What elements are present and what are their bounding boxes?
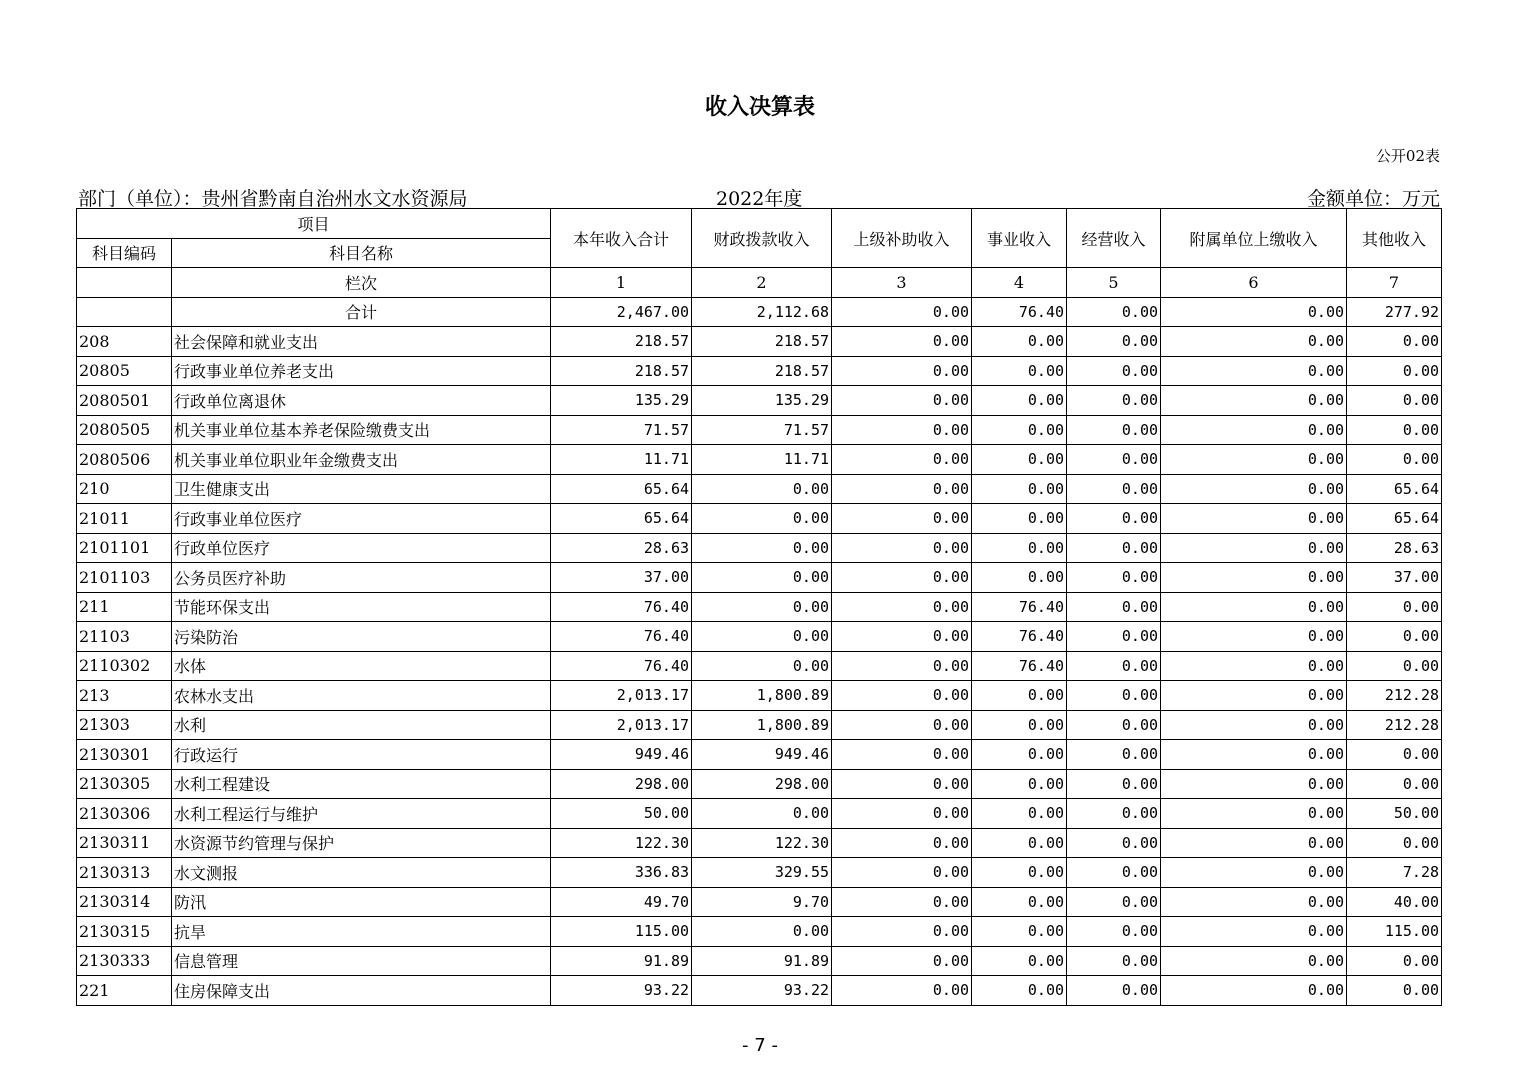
subject-name: 农林水支出 bbox=[172, 681, 551, 711]
subject-name: 水文测报 bbox=[172, 858, 551, 888]
amount-cell: 218.57 bbox=[551, 356, 692, 386]
amount-cell: 0.00 bbox=[1347, 946, 1442, 976]
subject-name: 行政单位医疗 bbox=[172, 533, 551, 563]
amount-cell: 0.00 bbox=[1067, 327, 1161, 357]
amount-cell: 0.00 bbox=[972, 681, 1067, 711]
table-row bbox=[77, 504, 1442, 534]
amount-unit: 金额单位：万元 bbox=[1306, 188, 1440, 210]
total-value: 0.00 bbox=[1067, 297, 1161, 327]
amount-cell: 2,013.17 bbox=[551, 681, 692, 711]
total-row bbox=[77, 297, 1442, 327]
amount-cell: 65.64 bbox=[1347, 474, 1442, 504]
amount-cell: 0.00 bbox=[972, 976, 1067, 1006]
amount-cell: 0.00 bbox=[972, 828, 1067, 858]
amount-cell: 0.00 bbox=[972, 504, 1067, 534]
table-row bbox=[77, 415, 1442, 445]
lanci-label: 栏次 bbox=[172, 268, 551, 298]
subject-name: 节能环保支出 bbox=[172, 592, 551, 622]
subject-name: 水利 bbox=[172, 710, 551, 740]
subject-code: 2130311 bbox=[77, 828, 172, 858]
subject-code: 2101103 bbox=[77, 563, 172, 593]
amount-cell: 949.46 bbox=[692, 740, 832, 770]
table-row bbox=[77, 651, 1442, 681]
amount-cell: 28.63 bbox=[1347, 533, 1442, 563]
amount-cell: 0.00 bbox=[1067, 917, 1161, 947]
amount-cell: 0.00 bbox=[1347, 740, 1442, 770]
amount-cell: 50.00 bbox=[1347, 799, 1442, 829]
amount-cell: 0.00 bbox=[972, 563, 1067, 593]
amount-cell: 0.00 bbox=[832, 976, 972, 1006]
amount-cell: 0.00 bbox=[832, 474, 972, 504]
subject-name: 行政运行 bbox=[172, 740, 551, 770]
amount-cell: 91.89 bbox=[551, 946, 692, 976]
empty-cell bbox=[77, 268, 172, 298]
page-title: 收入决算表 bbox=[704, 95, 815, 120]
subject-name: 抗旱 bbox=[172, 917, 551, 947]
amount-cell: 0.00 bbox=[1347, 651, 1442, 681]
amount-cell: 65.64 bbox=[1347, 504, 1442, 534]
amount-cell: 0.00 bbox=[1161, 533, 1347, 563]
amount-cell: 0.00 bbox=[1161, 917, 1347, 947]
subject-code: 2130315 bbox=[77, 917, 172, 947]
subject-name: 公务员医疗补助 bbox=[172, 563, 551, 593]
amount-cell: 0.00 bbox=[972, 710, 1067, 740]
project-header: 项目 bbox=[77, 209, 551, 239]
amount-cell: 76.40 bbox=[972, 622, 1067, 652]
amount-cell: 0.00 bbox=[1161, 769, 1347, 799]
amount-cell: 0.00 bbox=[1067, 976, 1161, 1006]
amount-cell: 0.00 bbox=[1347, 622, 1442, 652]
amount-cell: 0.00 bbox=[972, 917, 1067, 947]
amount-cell: 0.00 bbox=[1067, 504, 1161, 534]
amount-cell: 0.00 bbox=[1161, 504, 1347, 534]
subject-code: 2130301 bbox=[77, 740, 172, 770]
table-row bbox=[77, 976, 1442, 1006]
subject-name: 卫生健康支出 bbox=[172, 474, 551, 504]
amount-cell: 0.00 bbox=[1067, 710, 1161, 740]
column-header: 本年收入合计 bbox=[551, 209, 692, 268]
subject-code: 2080505 bbox=[77, 415, 172, 445]
amount-cell: 0.00 bbox=[832, 563, 972, 593]
amount-cell: 0.00 bbox=[692, 533, 832, 563]
amount-cell: 0.00 bbox=[1347, 356, 1442, 386]
subject-code: 20805 bbox=[77, 356, 172, 386]
amount-cell: 0.00 bbox=[1067, 946, 1161, 976]
form-number: 公开02表 bbox=[1375, 147, 1440, 165]
amount-cell: 0.00 bbox=[1347, 445, 1442, 475]
column-number: 7 bbox=[1347, 268, 1442, 298]
amount-cell: 0.00 bbox=[972, 533, 1067, 563]
amount-cell: 0.00 bbox=[1067, 799, 1161, 829]
amount-cell: 0.00 bbox=[1161, 799, 1347, 829]
amount-cell: 0.00 bbox=[832, 887, 972, 917]
amount-cell: 135.29 bbox=[692, 386, 832, 416]
subject-code: 21103 bbox=[77, 622, 172, 652]
amount-cell: 0.00 bbox=[832, 740, 972, 770]
amount-cell: 0.00 bbox=[692, 917, 832, 947]
subject-code: 208 bbox=[77, 327, 172, 357]
amount-cell: 0.00 bbox=[832, 681, 972, 711]
amount-cell: 0.00 bbox=[1067, 415, 1161, 445]
amount-cell: 37.00 bbox=[1347, 563, 1442, 593]
amount-cell: 0.00 bbox=[1161, 858, 1347, 888]
amount-cell: 0.00 bbox=[1161, 887, 1347, 917]
amount-cell: 0.00 bbox=[832, 622, 972, 652]
amount-cell: 122.30 bbox=[692, 828, 832, 858]
column-number: 6 bbox=[1161, 268, 1347, 298]
amount-cell: 0.00 bbox=[692, 799, 832, 829]
subject-name: 防汛 bbox=[172, 887, 551, 917]
column-number-row bbox=[77, 268, 1442, 298]
column-header: 经营收入 bbox=[1067, 209, 1161, 268]
amount-cell: 949.46 bbox=[551, 740, 692, 770]
amount-cell: 11.71 bbox=[551, 445, 692, 475]
amount-cell: 0.00 bbox=[972, 327, 1067, 357]
amount-cell: 0.00 bbox=[1067, 563, 1161, 593]
amount-cell: 0.00 bbox=[1161, 681, 1347, 711]
amount-cell: 0.00 bbox=[1161, 740, 1347, 770]
amount-cell: 11.71 bbox=[692, 445, 832, 475]
amount-cell: 0.00 bbox=[832, 946, 972, 976]
amount-cell: 218.57 bbox=[692, 356, 832, 386]
amount-cell: 0.00 bbox=[1067, 445, 1161, 475]
subject-code: 2080501 bbox=[77, 386, 172, 416]
amount-cell: 0.00 bbox=[692, 622, 832, 652]
amount-cell: 0.00 bbox=[1067, 533, 1161, 563]
total-value: 0.00 bbox=[832, 297, 972, 327]
subject-name: 住房保障支出 bbox=[172, 976, 551, 1006]
amount-cell: 0.00 bbox=[972, 415, 1067, 445]
amount-cell: 0.00 bbox=[1347, 415, 1442, 445]
subject-name: 机关事业单位职业年金缴费支出 bbox=[172, 445, 551, 475]
subject-code: 221 bbox=[77, 976, 172, 1006]
amount-cell: 0.00 bbox=[692, 504, 832, 534]
amount-cell: 0.00 bbox=[972, 474, 1067, 504]
amount-cell: 9.70 bbox=[692, 887, 832, 917]
header-row-1 bbox=[77, 209, 1442, 239]
amount-cell: 0.00 bbox=[1067, 740, 1161, 770]
column-number: 5 bbox=[1067, 268, 1161, 298]
amount-cell: 0.00 bbox=[1161, 563, 1347, 593]
amount-cell: 0.00 bbox=[1067, 828, 1161, 858]
amount-cell: 0.00 bbox=[1067, 858, 1161, 888]
column-number: 3 bbox=[832, 268, 972, 298]
table-row bbox=[77, 710, 1442, 740]
table-row bbox=[77, 769, 1442, 799]
amount-cell: 122.30 bbox=[551, 828, 692, 858]
total-value: 2,467.00 bbox=[551, 297, 692, 327]
total-value: 2,112.68 bbox=[692, 297, 832, 327]
amount-cell: 91.89 bbox=[692, 946, 832, 976]
amount-cell: 0.00 bbox=[1067, 474, 1161, 504]
subject-code: 21303 bbox=[77, 710, 172, 740]
amount-cell: 0.00 bbox=[972, 887, 1067, 917]
amount-cell: 37.00 bbox=[551, 563, 692, 593]
amount-cell: 0.00 bbox=[972, 946, 1067, 976]
amount-cell: 0.00 bbox=[832, 504, 972, 534]
column-header: 其他收入 bbox=[1347, 209, 1442, 268]
table-row bbox=[77, 356, 1442, 386]
amount-cell: 0.00 bbox=[972, 799, 1067, 829]
amount-cell: 218.57 bbox=[692, 327, 832, 357]
amount-cell: 76.40 bbox=[972, 592, 1067, 622]
amount-cell: 0.00 bbox=[1161, 592, 1347, 622]
amount-cell: 0.00 bbox=[1161, 946, 1347, 976]
amount-cell: 0.00 bbox=[1161, 356, 1347, 386]
amount-cell: 65.64 bbox=[551, 474, 692, 504]
amount-cell: 0.00 bbox=[1161, 415, 1347, 445]
amount-cell: 0.00 bbox=[1161, 828, 1347, 858]
amount-cell: 0.00 bbox=[832, 533, 972, 563]
amount-cell: 0.00 bbox=[972, 769, 1067, 799]
amount-cell: 212.28 bbox=[1347, 681, 1442, 711]
name-header: 科目名称 bbox=[172, 238, 551, 268]
total-value: 0.00 bbox=[1161, 297, 1347, 327]
amount-cell: 0.00 bbox=[1161, 445, 1347, 475]
amount-cell: 0.00 bbox=[1347, 386, 1442, 416]
fiscal-year: 2022年度 bbox=[716, 188, 803, 210]
amount-cell: 65.64 bbox=[551, 504, 692, 534]
subject-code: 2130313 bbox=[77, 858, 172, 888]
column-number: 2 bbox=[692, 268, 832, 298]
amount-cell: 212.28 bbox=[1347, 710, 1442, 740]
amount-cell: 0.00 bbox=[1067, 622, 1161, 652]
subject-name: 社会保障和就业支出 bbox=[172, 327, 551, 357]
subject-name: 行政单位离退休 bbox=[172, 386, 551, 416]
amount-cell: 115.00 bbox=[1347, 917, 1442, 947]
amount-cell: 93.22 bbox=[692, 976, 832, 1006]
table-row bbox=[77, 681, 1442, 711]
amount-cell: 0.00 bbox=[832, 327, 972, 357]
amount-cell: 218.57 bbox=[551, 327, 692, 357]
subject-name: 水资源节约管理与保护 bbox=[172, 828, 551, 858]
table-row bbox=[77, 445, 1442, 475]
subject-code: 2130305 bbox=[77, 769, 172, 799]
amount-cell: 0.00 bbox=[972, 740, 1067, 770]
amount-cell: 298.00 bbox=[692, 769, 832, 799]
amount-cell: 0.00 bbox=[832, 858, 972, 888]
table-row bbox=[77, 799, 1442, 829]
empty-cell bbox=[77, 297, 172, 327]
amount-cell: 0.00 bbox=[1067, 386, 1161, 416]
amount-cell: 93.22 bbox=[551, 976, 692, 1006]
amount-cell: 76.40 bbox=[551, 592, 692, 622]
amount-cell: 0.00 bbox=[832, 356, 972, 386]
total-label: 合计 bbox=[172, 297, 551, 327]
subject-code: 2130333 bbox=[77, 946, 172, 976]
subject-code: 2130314 bbox=[77, 887, 172, 917]
table-body bbox=[77, 327, 1442, 1006]
subject-name: 污染防治 bbox=[172, 622, 551, 652]
amount-cell: 115.00 bbox=[551, 917, 692, 947]
amount-cell: 7.28 bbox=[1347, 858, 1442, 888]
amount-cell: 76.40 bbox=[551, 622, 692, 652]
subject-code: 21011 bbox=[77, 504, 172, 534]
amount-cell: 0.00 bbox=[692, 651, 832, 681]
amount-cell: 0.00 bbox=[1067, 769, 1161, 799]
amount-cell: 0.00 bbox=[1347, 592, 1442, 622]
amount-cell: 0.00 bbox=[972, 445, 1067, 475]
subject-name: 水利工程建设 bbox=[172, 769, 551, 799]
amount-cell: 76.40 bbox=[551, 651, 692, 681]
amount-cell: 0.00 bbox=[1347, 769, 1442, 799]
amount-cell: 0.00 bbox=[832, 651, 972, 681]
total-value: 76.40 bbox=[972, 297, 1067, 327]
amount-cell: 329.55 bbox=[692, 858, 832, 888]
amount-cell: 2,013.17 bbox=[551, 710, 692, 740]
subject-name: 行政事业单位养老支出 bbox=[172, 356, 551, 386]
amount-cell: 0.00 bbox=[1067, 356, 1161, 386]
column-header: 事业收入 bbox=[972, 209, 1067, 268]
subject-code: 2110302 bbox=[77, 651, 172, 681]
amount-cell: 0.00 bbox=[1161, 976, 1347, 1006]
table-row bbox=[77, 533, 1442, 563]
amount-cell: 0.00 bbox=[832, 769, 972, 799]
amount-cell: 0.00 bbox=[1161, 710, 1347, 740]
subject-name: 水体 bbox=[172, 651, 551, 681]
amount-cell: 0.00 bbox=[692, 563, 832, 593]
subject-code: 2080506 bbox=[77, 445, 172, 475]
amount-cell: 0.00 bbox=[1067, 681, 1161, 711]
amount-cell: 0.00 bbox=[832, 415, 972, 445]
amount-cell: 1,800.89 bbox=[692, 681, 832, 711]
table-row bbox=[77, 740, 1442, 770]
table-row bbox=[77, 592, 1442, 622]
amount-cell: 298.00 bbox=[551, 769, 692, 799]
column-number: 1 bbox=[551, 268, 692, 298]
column-header: 财政拨款收入 bbox=[692, 209, 832, 268]
column-number: 4 bbox=[972, 268, 1067, 298]
subject-code: 211 bbox=[77, 592, 172, 622]
amount-cell: 0.00 bbox=[1347, 327, 1442, 357]
amount-cell: 71.57 bbox=[551, 415, 692, 445]
amount-cell: 0.00 bbox=[832, 799, 972, 829]
amount-cell: 71.57 bbox=[692, 415, 832, 445]
amount-cell: 0.00 bbox=[1161, 386, 1347, 416]
amount-cell: 0.00 bbox=[1347, 828, 1442, 858]
amount-cell: 0.00 bbox=[832, 445, 972, 475]
table-row bbox=[77, 386, 1442, 416]
amount-cell: 0.00 bbox=[972, 356, 1067, 386]
subject-code: 2130306 bbox=[77, 799, 172, 829]
amount-cell: 0.00 bbox=[832, 592, 972, 622]
amount-cell: 0.00 bbox=[1161, 474, 1347, 504]
page-number: - 7 - bbox=[742, 1035, 778, 1056]
amount-cell: 76.40 bbox=[972, 651, 1067, 681]
subject-code: 210 bbox=[77, 474, 172, 504]
column-header: 上级补助收入 bbox=[832, 209, 972, 268]
amount-cell: 0.00 bbox=[692, 592, 832, 622]
table-row bbox=[77, 474, 1442, 504]
table-row bbox=[77, 828, 1442, 858]
amount-cell: 0.00 bbox=[972, 386, 1067, 416]
amount-cell: 0.00 bbox=[1161, 651, 1347, 681]
amount-cell: 0.00 bbox=[1067, 887, 1161, 917]
subject-name: 行政事业单位医疗 bbox=[172, 504, 551, 534]
amount-cell: 0.00 bbox=[972, 858, 1067, 888]
amount-cell: 0.00 bbox=[692, 474, 832, 504]
department-label: 部门（单位）：贵州省黔南自治州水文水资源局 bbox=[78, 188, 468, 210]
amount-cell: 336.83 bbox=[551, 858, 692, 888]
income-table bbox=[76, 208, 1442, 1006]
amount-cell: 0.00 bbox=[832, 386, 972, 416]
amount-cell: 49.70 bbox=[551, 887, 692, 917]
amount-cell: 40.00 bbox=[1347, 887, 1442, 917]
table-row bbox=[77, 946, 1442, 976]
total-value: 277.92 bbox=[1347, 297, 1442, 327]
amount-cell: 0.00 bbox=[1161, 327, 1347, 357]
amount-cell: 50.00 bbox=[551, 799, 692, 829]
amount-cell: 0.00 bbox=[832, 828, 972, 858]
subject-name: 水利工程运行与维护 bbox=[172, 799, 551, 829]
subject-name: 信息管理 bbox=[172, 946, 551, 976]
amount-cell: 28.63 bbox=[551, 533, 692, 563]
subject-code: 213 bbox=[77, 681, 172, 711]
subject-name: 机关事业单位基本养老保险缴费支出 bbox=[172, 415, 551, 445]
table-row bbox=[77, 917, 1442, 947]
amount-cell: 0.00 bbox=[1067, 592, 1161, 622]
amount-cell: 0.00 bbox=[832, 917, 972, 947]
table-row bbox=[77, 622, 1442, 652]
table-row bbox=[77, 563, 1442, 593]
table-row bbox=[77, 327, 1442, 357]
amount-cell: 135.29 bbox=[551, 386, 692, 416]
amount-cell: 0.00 bbox=[832, 710, 972, 740]
subject-code: 2101101 bbox=[77, 533, 172, 563]
amount-cell: 1,800.89 bbox=[692, 710, 832, 740]
table-row bbox=[77, 887, 1442, 917]
table-row bbox=[77, 858, 1442, 888]
amount-cell: 0.00 bbox=[1067, 651, 1161, 681]
column-header: 附属单位上缴收入 bbox=[1161, 209, 1347, 268]
code-header: 科目编码 bbox=[77, 238, 172, 268]
amount-cell: 0.00 bbox=[1347, 976, 1442, 1006]
amount-cell: 0.00 bbox=[1161, 622, 1347, 652]
